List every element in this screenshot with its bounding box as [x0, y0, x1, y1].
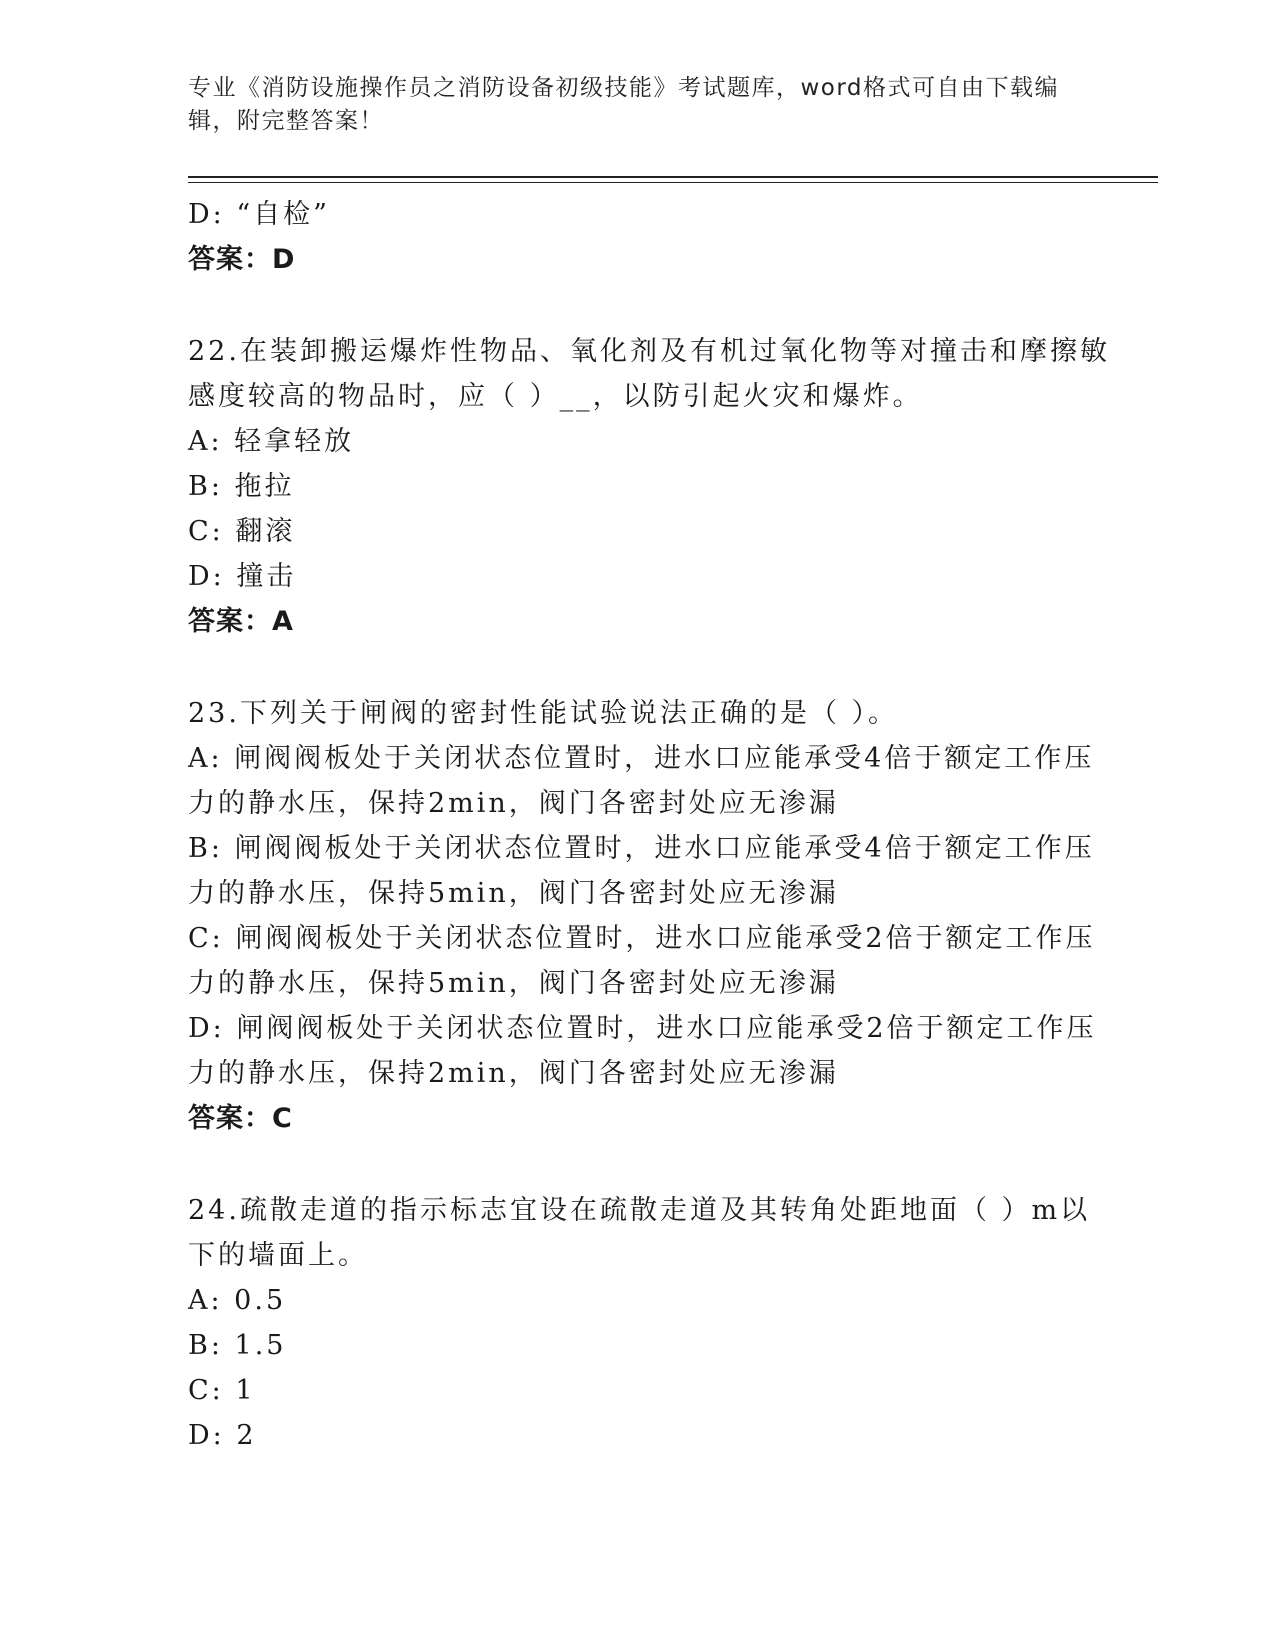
question-23-option-b-1: B: 闸阀阀板处于关闭状态位置时，进水口应能承受4倍于额定工作压 — [188, 833, 1095, 864]
question-24-option-d: D: 2 — [188, 1420, 257, 1451]
question-22-option-a: A: 轻拿轻放 — [188, 426, 355, 457]
header-divider-thin — [188, 182, 1158, 183]
question-24-option-b: B: 1.5 — [188, 1330, 287, 1361]
question-23 — [188, 691, 1097, 1141]
question-24-stem-2: 下的墙面上。 — [188, 1240, 368, 1271]
question-22-option-b: B: 拖拉 — [188, 471, 295, 502]
question-24-stem-1: 24.疏散走道的指示标志宜设在疏散走道及其转角处距地面（ ）m以 — [188, 1195, 1091, 1226]
question-23-option-c-1: C: 闸阀阀板处于关闭状态位置时，进水口应能承受2倍于额定工作压 — [188, 923, 1096, 954]
question-24-option-c: C: 1 — [188, 1375, 256, 1406]
question-23-option-c-2: 力的静水压，保持5min，阀门各密封处应无渗漏 — [188, 968, 839, 999]
prev-answer: 答案：D — [188, 244, 296, 275]
question-24-option-a: A: 0.5 — [188, 1285, 287, 1316]
header-divider-thick — [188, 176, 1158, 178]
question-22-option-c: C: 翻滚 — [188, 516, 296, 547]
question-24 — [188, 1188, 1091, 1458]
question-22 — [188, 329, 1110, 644]
question-22-answer: 答案：A — [188, 606, 294, 637]
question-22-option-d: D: 撞击 — [188, 561, 297, 592]
question-23-option-a-2: 力的静水压，保持2min，阀门各密封处应无渗漏 — [188, 788, 839, 819]
document-body — [188, 192, 1110, 1458]
prev-option-d: D: “自检” — [188, 199, 330, 230]
question-23-stem: 23.下列关于闸阀的密封性能试验说法正确的是（ ）。 — [188, 698, 899, 729]
question-23-option-b-2: 力的静水压，保持5min，阀门各密封处应无渗漏 — [188, 878, 839, 909]
question-23-option-a-1: A: 闸阀阀板处于关闭状态位置时，进水口应能承受4倍于额定工作压 — [188, 743, 1095, 774]
header-line-1: 专业《消防设施操作员之消防设备初级技能》考试题库，word格式可自由下载编 — [188, 75, 1060, 101]
question-23-answer: 答案：C — [188, 1103, 293, 1134]
question-23-option-d-1: D: 闸阀阀板处于关闭状态位置时，进水口应能承受2倍于额定工作压 — [188, 1013, 1097, 1044]
question-23-option-d-2: 力的静水压，保持2min，阀门各密封处应无渗漏 — [188, 1058, 839, 1089]
question-22-stem-1: 22.在装卸搬运爆炸性物品、氧化剂及有机过氧化物等对撞击和摩擦敏 — [188, 336, 1110, 367]
question-22-stem-2: 感度较高的物品时，应（ ）__，以防引起火灾和爆炸。 — [188, 381, 923, 412]
header-line-2: 辑，附完整答案！ — [188, 108, 384, 134]
page-header — [188, 72, 1078, 138]
